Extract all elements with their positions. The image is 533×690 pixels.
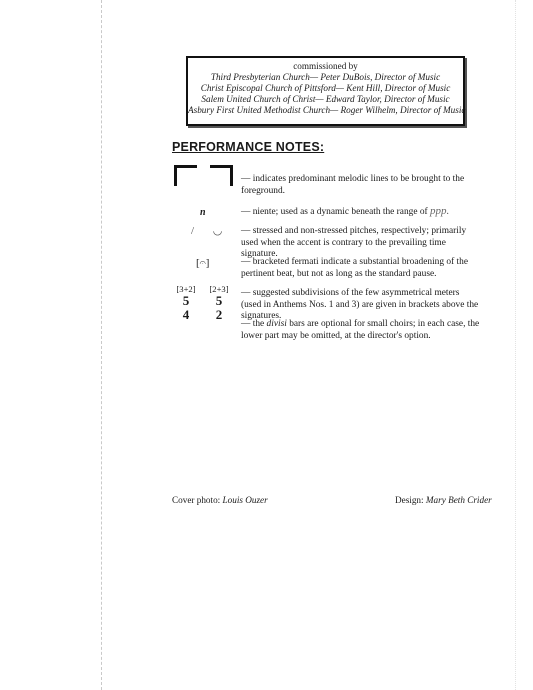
note-niente — [241, 206, 481, 219]
director-name: Roger Wilhelm, Director of Music — [338, 104, 466, 115]
commission-box — [186, 56, 465, 126]
meter-denominator: 2 — [215, 307, 223, 322]
stress-symbols: / ◡ — [191, 225, 231, 237]
meter-signature — [173, 284, 199, 322]
design-name: Mary Beth Crider — [425, 495, 492, 505]
right-margin-rule — [515, 0, 516, 690]
performance-notes-heading: PERFORMANCE NOTES: — [172, 140, 325, 154]
church-name: Christ Episcopal Church of Pittsford— — [200, 82, 344, 93]
church-name: Asbury First United Methodist Church— — [188, 104, 339, 115]
divisi-text-before: — the — [241, 319, 267, 329]
niente-symbol: n — [200, 207, 206, 218]
church-name: Salem United Church of Christ— — [201, 93, 324, 104]
meter-signature — [206, 284, 232, 322]
meter-denominator: 4 — [182, 307, 190, 322]
divisi-text-after: bars are optional for small choirs; in each case, the lower part may be omitted, at the director's option. — [241, 319, 480, 341]
meter-numerator: 5 — [215, 293, 223, 308]
melodic-bracket-left-icon — [174, 165, 197, 186]
meter-numerator: 5 — [182, 293, 190, 308]
niente-text: — niente; used as a dynamic beneath the range of — [241, 207, 430, 217]
commission-line — [188, 72, 463, 83]
note-fermati: — bracketed fermati indicate a substantial broadening of the pertinent beat, but not as long as the standard pause. — [241, 257, 468, 279]
note-melodic-lines: — indicates predominant melodic lines to be brought to the foreground. — [241, 174, 465, 196]
design-label: Design: — [395, 495, 426, 505]
note-stress: — stressed and non-stressed pitches, respectively; primarily used when the accent is contrary to the prevailing time signature. — [241, 226, 467, 260]
meter-subdivision: [2+3] — [209, 284, 229, 294]
director-name: Peter DuBois, Director of Music — [318, 71, 441, 82]
director-name: Kent Hill, Director of Music — [343, 82, 451, 93]
meter-subdivision: [3+2] — [176, 284, 196, 294]
commission-line — [188, 83, 463, 94]
director-name: Edward Taylor, Director of Music — [323, 93, 450, 104]
melodic-bracket-right-icon — [210, 165, 233, 186]
note-divisi — [241, 319, 481, 342]
commission-line — [188, 94, 463, 105]
left-margin-rule — [101, 0, 102, 690]
commission-line — [188, 104, 466, 116]
bracketed-fermata-icon: [𝄐] — [196, 257, 210, 269]
commission-heading: commissioned by — [293, 61, 358, 71]
church-name: Third Presbyterian Church— — [210, 71, 319, 82]
ppp-dynamic: ppp. — [430, 205, 450, 217]
design-credit — [395, 495, 492, 505]
cover-photo-name: Louis Ouzer — [222, 495, 268, 505]
cover-photo-credit — [172, 495, 268, 505]
note-meters: — suggested subdivisions of the few asymmetrical meters (used in Anthems Nos. 1 and 3) are given in brackets above the signatures. — [241, 288, 479, 322]
cover-photo-label: Cover photo: — [172, 495, 223, 505]
divisi-term: divisi — [266, 319, 287, 329]
